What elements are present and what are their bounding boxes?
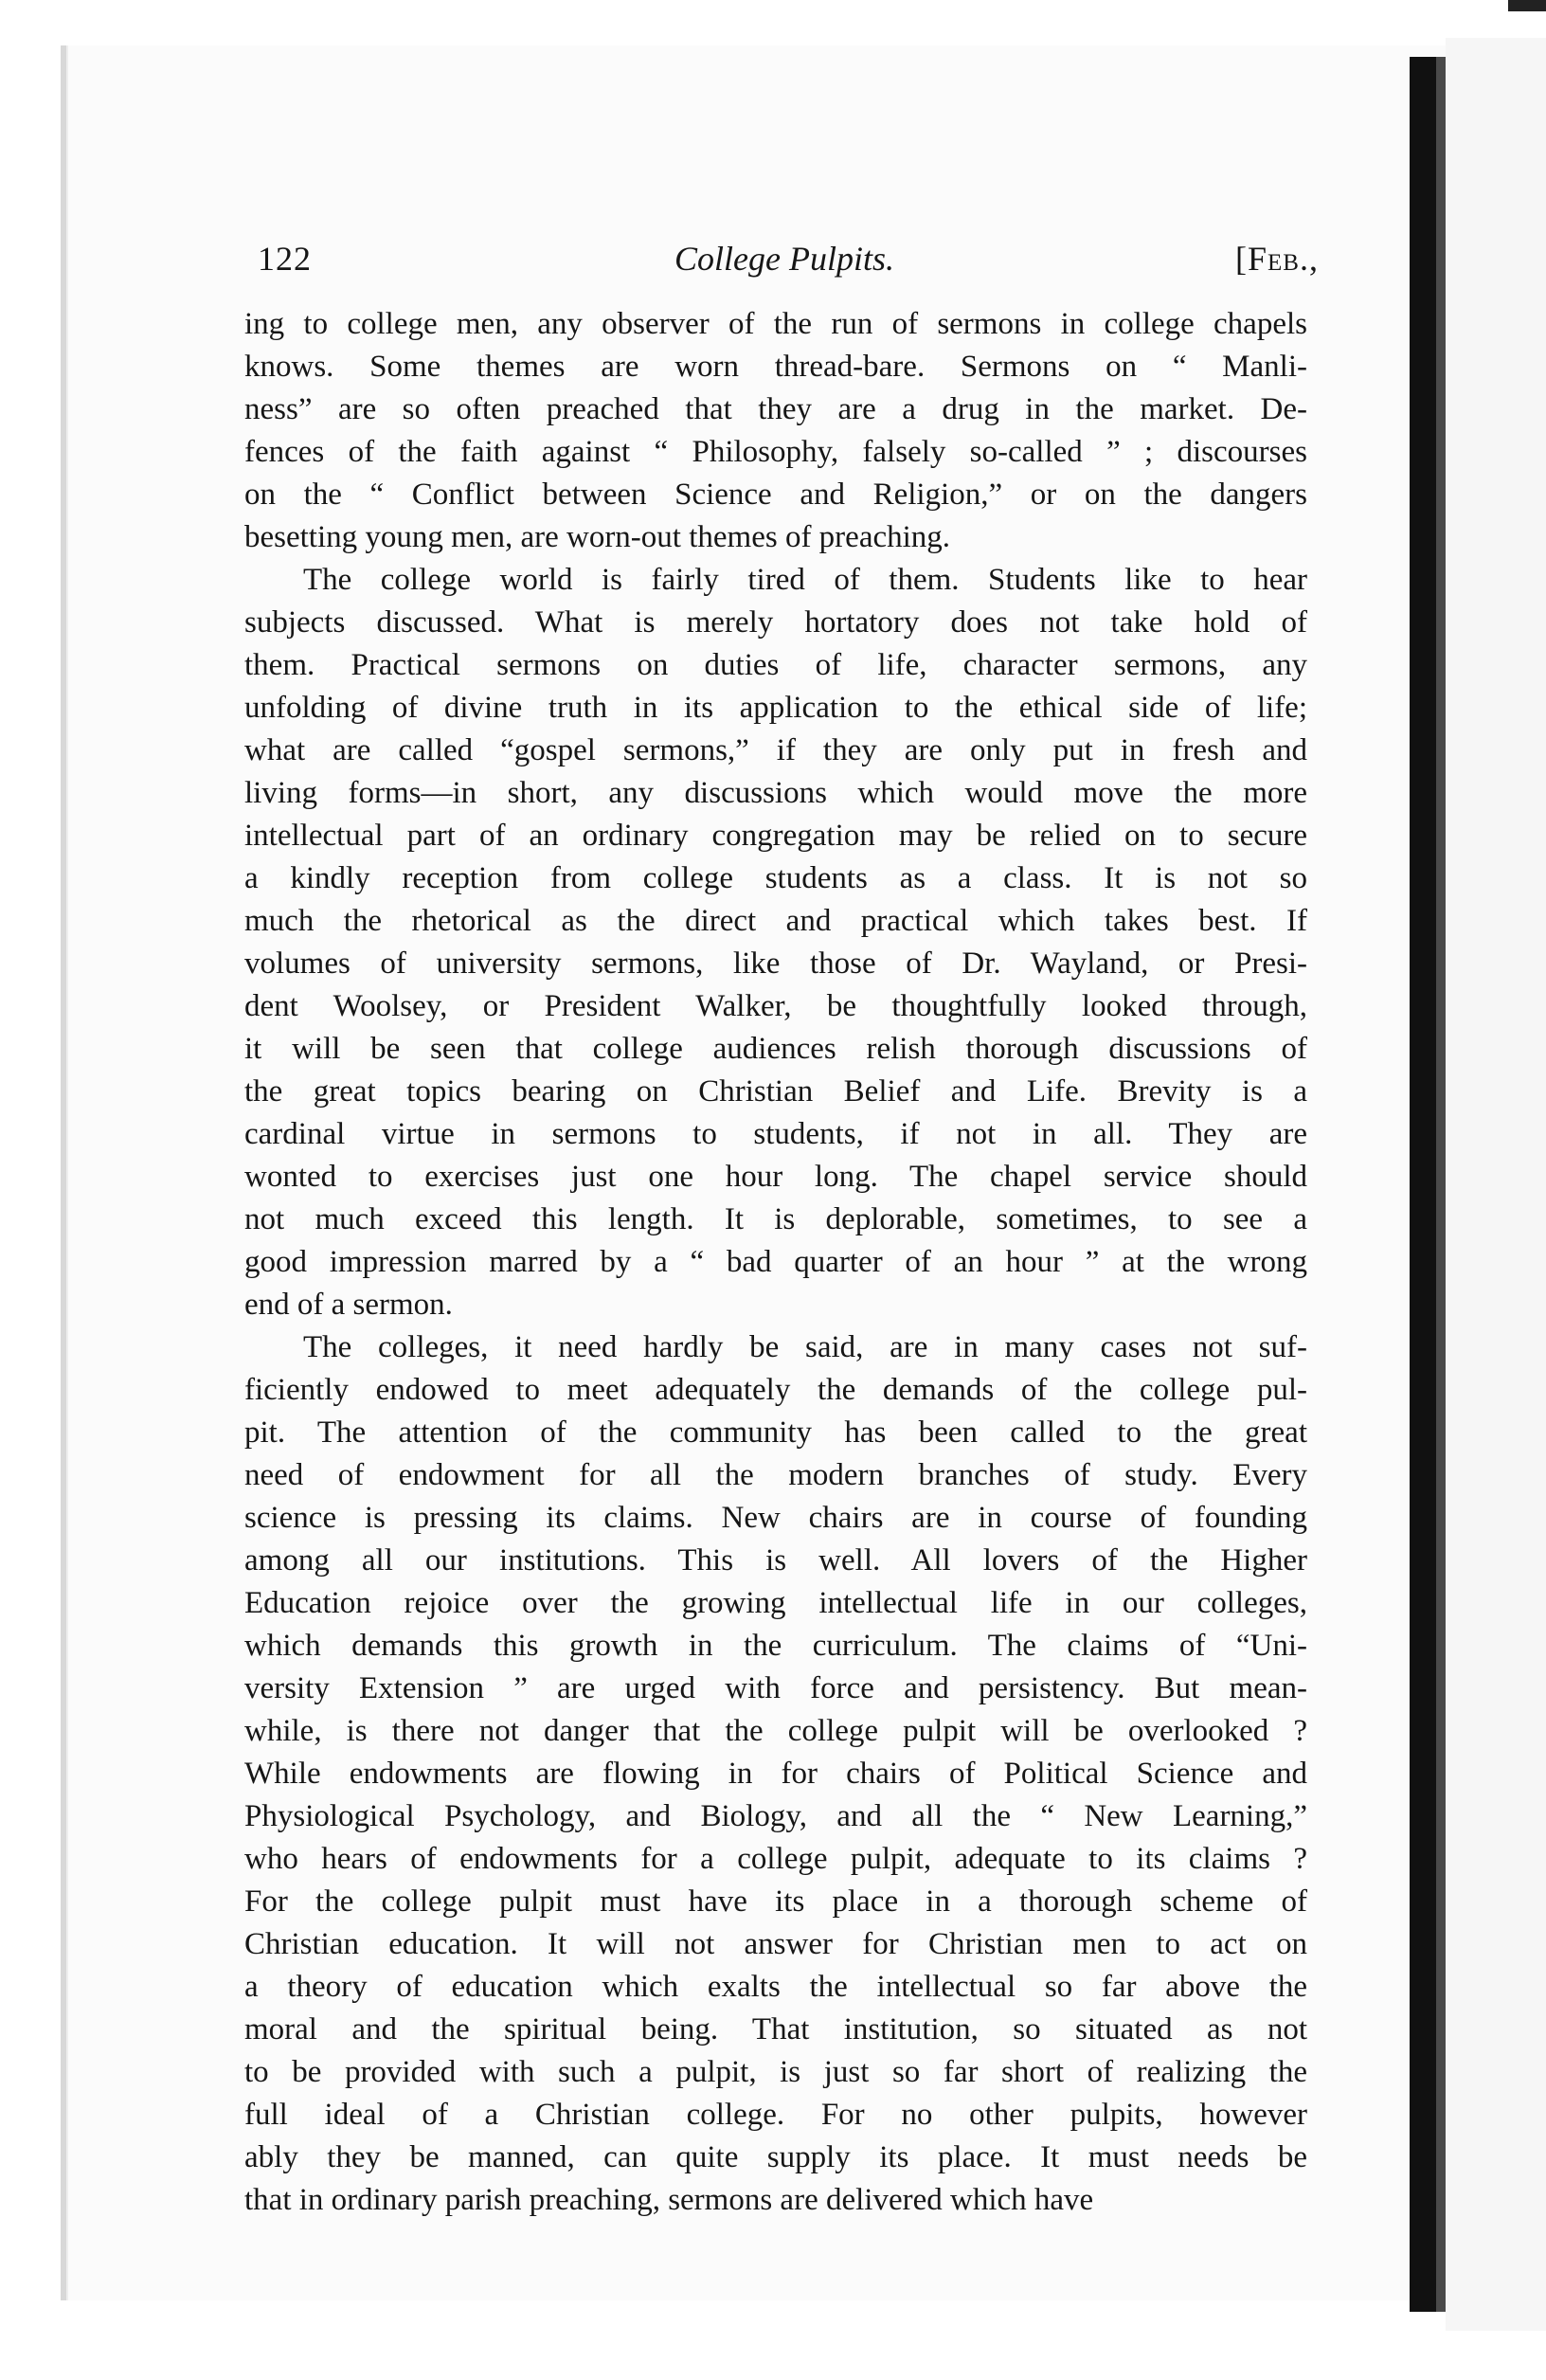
text-line: Physiological Psychology, and Biology, and all the “ New Learning,” bbox=[244, 1799, 1307, 1833]
text-line: the great topics bearing on Christian Belief and Life. Brevity is a bbox=[244, 1074, 1307, 1109]
book-spine-edge bbox=[1436, 57, 1446, 2312]
text-line: wonted to exercises just one hour long. The chapel service should bbox=[244, 1160, 1307, 1194]
text-line: For the college pulpit must have its place in a thorough scheme of bbox=[244, 1884, 1307, 1919]
running-header bbox=[258, 231, 1319, 288]
text-line: to be provided with such a pulpit, is just so far short of realizing the bbox=[244, 2055, 1307, 2089]
text-line: good impression marred by a “ bad quarter of an hour ” at the wrong bbox=[244, 1245, 1307, 1279]
text-line: it will be seen that college audiences relish thorough discussions of bbox=[244, 1032, 1307, 1066]
book-spine-shadow bbox=[1410, 57, 1436, 2312]
paragraph bbox=[244, 303, 1307, 559]
text-line: that in ordinary parish preaching, sermons are delivered which have bbox=[244, 2183, 1094, 2217]
text-line: while, is there not danger that the college pulpit will be overlooked ? bbox=[244, 1714, 1307, 1748]
facing-page-edge bbox=[1446, 38, 1546, 2331]
text-line: need of endowment for all the modern branches of study. Every bbox=[244, 1458, 1307, 1492]
text-line: The colleges, it need hardly be said, are in many cases not suf- bbox=[303, 1330, 1307, 1364]
text-line: much the rhetorical as the direct and practical which takes best. If bbox=[244, 904, 1307, 938]
text-line: ness” are so often preached that they are a drug in the market. De- bbox=[244, 392, 1307, 426]
text-line: who hears of endowments for a college pulpit, adequate to its claims ? bbox=[244, 1842, 1307, 1876]
text-line: a theory of education which exalts the intellectual so far above the bbox=[244, 1970, 1307, 2004]
text-line: ing to college men, any observer of the run of sermons in college chapels bbox=[244, 307, 1307, 341]
text-line: cardinal virtue in sermons to students, if not in all. They are bbox=[244, 1117, 1307, 1151]
text-line: versity Extension ” are urged with force and persistency. But mean- bbox=[244, 1671, 1307, 1705]
text-line: living forms—in short, any discussions which would move the more bbox=[244, 776, 1307, 810]
paragraph bbox=[244, 1326, 1307, 2222]
text-line: Education rejoice over the growing intellectual life in our colleges, bbox=[244, 1586, 1307, 1620]
running-title: College Pulpits. bbox=[674, 240, 894, 278]
text-line: not much exceed this length. It is deplorable, sometimes, to see a bbox=[244, 1202, 1307, 1236]
text-line: dent Woolsey, or President Walker, be thoughtfully looked through, bbox=[244, 989, 1307, 1023]
paragraph bbox=[244, 559, 1307, 1326]
text-line: ably they be manned, can quite supply its place. It must needs be bbox=[244, 2140, 1307, 2174]
text-line: volumes of university sermons, like those of Dr. Wayland, or Presi- bbox=[244, 947, 1307, 981]
text-line: what are called “gospel sermons,” if they are only put in fresh and bbox=[244, 733, 1307, 767]
text-line: science is pressing its claims. New chairs are in course of founding bbox=[244, 1501, 1307, 1535]
text-line: Christian education. It will not answer for Christian men to act on bbox=[244, 1927, 1307, 1961]
text-line: them. Practical sermons on duties of life, character sermons, any bbox=[244, 648, 1307, 682]
text-line: besetting young men, are worn-out themes of preaching. bbox=[244, 520, 951, 554]
text-line: intellectual part of an ordinary congregation may be relied on to secure bbox=[244, 819, 1307, 853]
text-line: among all our institutions. This is well. All lovers of the Higher bbox=[244, 1543, 1307, 1578]
text-line: a kindly reception from college students as a class. It is not so bbox=[244, 861, 1307, 895]
text-line: fences of the faith against “ Philosophy, falsely so-called ” ; discourses bbox=[244, 435, 1307, 469]
text-line: subjects discussed. What is merely hortatory does not take hold of bbox=[244, 605, 1307, 640]
text-line: end of a sermon. bbox=[244, 1288, 453, 1322]
text-line: which demands this growth in the curriculum. The claims of “Uni- bbox=[244, 1629, 1307, 1663]
text-line: ficiently endowed to meet adequately the demands of the college pul- bbox=[244, 1373, 1307, 1407]
header-month: [Feb., bbox=[1235, 240, 1319, 278]
text-line: knows. Some themes are worn thread-bare. Sermons on “ Manli- bbox=[244, 350, 1307, 384]
text-line: moral and the spiritual being. That institution, so situated as not bbox=[244, 2012, 1307, 2046]
page-number: 122 bbox=[258, 240, 312, 278]
text-line: The college world is fairly tired of them. Students like to hear bbox=[303, 563, 1307, 597]
text-line: pit. The attention of the community has been called to the great bbox=[244, 1415, 1307, 1450]
text-line: on the “ Conflict between Science and Religion,” or on the dangers bbox=[244, 478, 1307, 512]
text-line: full ideal of a Christian college. For no other pulpits, however bbox=[244, 2098, 1307, 2132]
scan-corner-mark bbox=[1508, 0, 1546, 11]
body-text bbox=[244, 303, 1307, 2222]
text-line: unfolding of divine truth in its application to the ethical side of life; bbox=[244, 691, 1307, 725]
text-line: While endowments are flowing in for chairs of Political Science and bbox=[244, 1757, 1307, 1791]
